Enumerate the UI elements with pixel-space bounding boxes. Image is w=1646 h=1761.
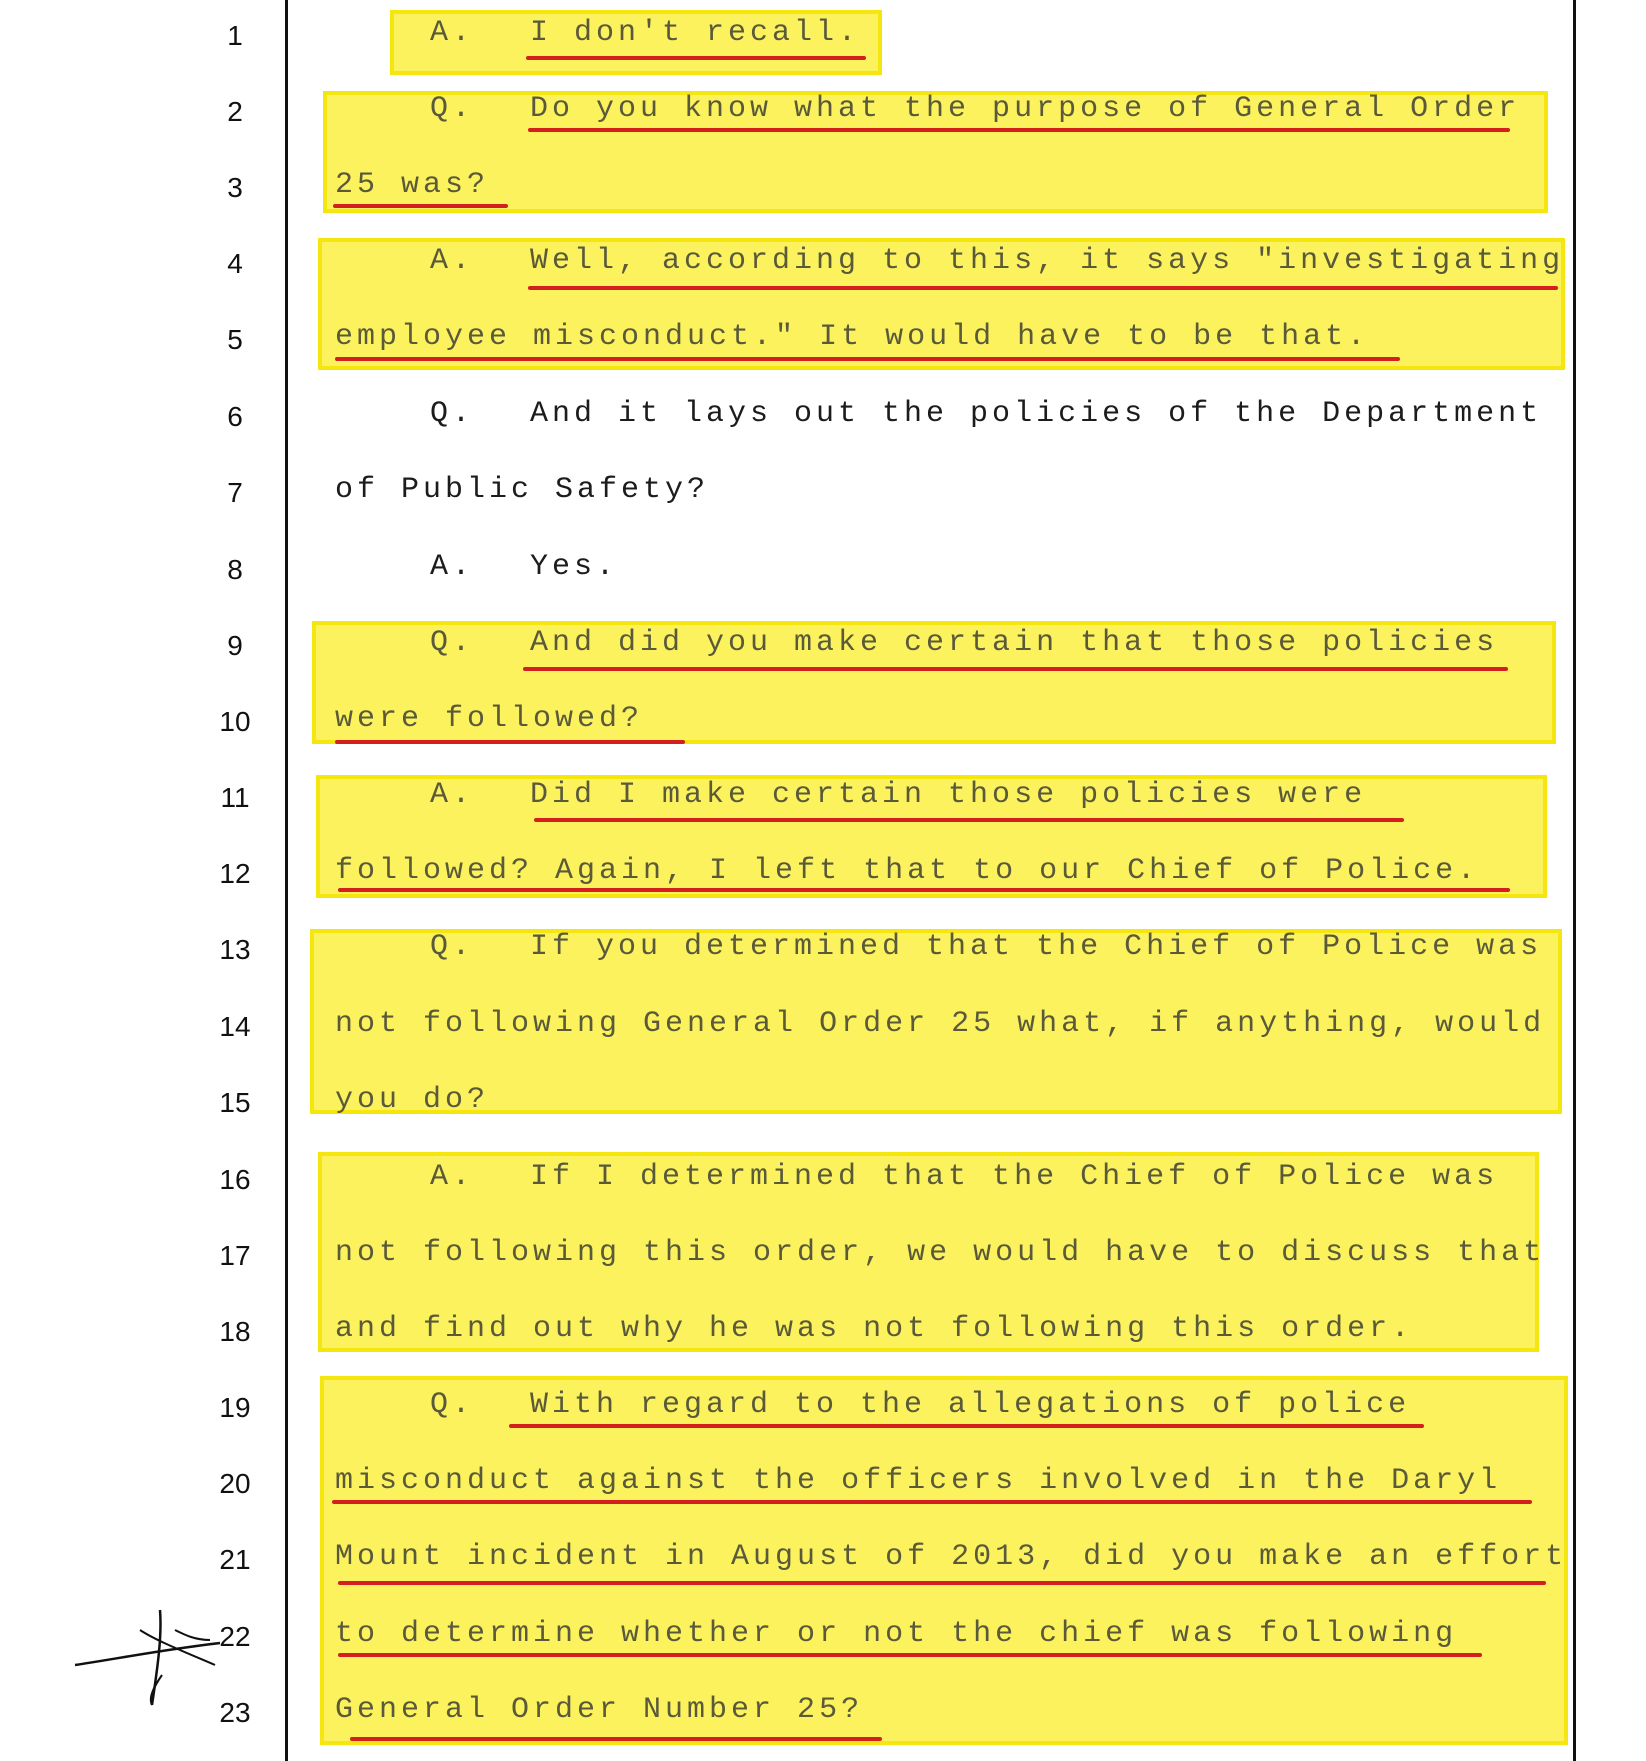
line-number: 14 bbox=[219, 1011, 251, 1042]
line-number: 15 bbox=[219, 1087, 251, 1118]
line-number: 8 bbox=[227, 554, 243, 585]
transcript-line bbox=[335, 1617, 1457, 1651]
line-text: misconduct against the officers involved in the Daryl bbox=[335, 1464, 1502, 1498]
line-number: 9 bbox=[227, 630, 243, 661]
line-text: to determine whether or not the chief was following bbox=[335, 1617, 1458, 1651]
speaker-label: A. bbox=[430, 244, 475, 278]
transcript-line bbox=[335, 1007, 1545, 1041]
line-number: 22 bbox=[219, 1621, 251, 1652]
line-text: 25 was? bbox=[335, 168, 490, 202]
transcript-line bbox=[335, 473, 709, 507]
red-underline bbox=[528, 128, 1510, 132]
transcript-line bbox=[335, 1540, 1567, 1574]
red-underline bbox=[335, 357, 1400, 361]
speaker-label: A. bbox=[430, 1160, 475, 1194]
right-margin-rule bbox=[1573, 0, 1576, 1761]
red-underline bbox=[335, 740, 685, 744]
transcript-line bbox=[335, 702, 643, 736]
transcript-line bbox=[430, 244, 1564, 278]
line-text: you do? bbox=[335, 1083, 490, 1117]
line-number: 10 bbox=[219, 706, 251, 737]
transcript-line bbox=[430, 778, 1366, 812]
red-underline bbox=[338, 1581, 1546, 1585]
speaker-label: Q. bbox=[430, 930, 475, 964]
line-number: 17 bbox=[219, 1240, 251, 1271]
transcript-line bbox=[430, 16, 860, 50]
red-underline bbox=[338, 888, 1510, 892]
handwritten-initials bbox=[70, 1605, 230, 1715]
line-number: 5 bbox=[227, 324, 243, 355]
line-text: Yes. bbox=[530, 550, 619, 584]
transcript-line bbox=[335, 854, 1479, 888]
line-text: were followed? bbox=[335, 702, 644, 736]
left-margin-rule bbox=[285, 0, 288, 1761]
line-text: And did you make certain that those policies bbox=[530, 626, 1499, 660]
speaker-label: Q. bbox=[430, 397, 475, 431]
transcript-line bbox=[430, 930, 1542, 964]
speaker-label: Q. bbox=[430, 1388, 475, 1422]
transcript-line bbox=[335, 1693, 863, 1727]
speaker-label: A. bbox=[430, 778, 475, 812]
line-text: employee misconduct." It would have to be that. bbox=[335, 320, 1370, 354]
speaker-label: A. bbox=[430, 16, 475, 50]
red-underline bbox=[526, 56, 866, 60]
transcript-line bbox=[430, 550, 618, 584]
transcript-line bbox=[430, 92, 1520, 126]
line-number: 13 bbox=[219, 934, 251, 965]
transcript-line bbox=[335, 1464, 1501, 1498]
transcript-line bbox=[335, 168, 489, 202]
line-text: not following this order, we would have to discuss that bbox=[335, 1236, 1546, 1270]
line-number: 12 bbox=[219, 858, 251, 889]
transcript-line bbox=[430, 1388, 1410, 1422]
speaker-label: A. bbox=[430, 550, 475, 584]
line-number: 23 bbox=[219, 1697, 251, 1728]
line-number: 7 bbox=[227, 477, 243, 508]
line-number: 6 bbox=[227, 401, 243, 432]
line-text: If I determined that the Chief of Police was bbox=[530, 1160, 1499, 1194]
line-number: 19 bbox=[219, 1392, 251, 1423]
transcript-line bbox=[335, 1312, 1413, 1346]
red-underline bbox=[333, 204, 508, 208]
speaker-label: Q. bbox=[430, 626, 475, 660]
transcript-line bbox=[335, 320, 1369, 354]
line-text: And it lays out the policies of the Department bbox=[530, 397, 1543, 431]
line-number: 16 bbox=[219, 1164, 251, 1195]
speaker-label: Q. bbox=[430, 92, 475, 126]
transcript-line bbox=[335, 1083, 489, 1117]
red-underline bbox=[534, 818, 1404, 822]
line-text: Do you know what the purpose of General Order bbox=[530, 92, 1521, 126]
line-number: 3 bbox=[227, 172, 243, 203]
line-text: not following General Order 25 what, if anything, would bbox=[335, 1007, 1546, 1041]
red-underline bbox=[338, 1653, 1482, 1657]
line-text: followed? Again, I left that to our Chief of Police. bbox=[335, 854, 1480, 888]
line-number: 4 bbox=[227, 248, 243, 279]
line-number: 18 bbox=[219, 1316, 251, 1347]
line-text: General Order Number 25? bbox=[335, 1693, 864, 1727]
transcript-line bbox=[430, 626, 1498, 660]
line-number: 11 bbox=[220, 782, 250, 813]
line-number: 21 bbox=[219, 1544, 251, 1575]
red-underline bbox=[528, 286, 1558, 290]
transcript-line bbox=[430, 1160, 1498, 1194]
line-number: 20 bbox=[219, 1468, 251, 1499]
line-text: Mount incident in August of 2013, did you make an effort bbox=[335, 1540, 1568, 1574]
line-text: Did I make certain those policies were bbox=[530, 778, 1367, 812]
line-text: With regard to the allegations of police bbox=[530, 1388, 1411, 1422]
line-text: Well, according to this, it says "investigating bbox=[530, 244, 1565, 278]
line-text: If you determined that the Chief of Police was bbox=[530, 930, 1543, 964]
red-underline bbox=[523, 667, 1508, 671]
line-number: 2 bbox=[227, 96, 243, 127]
transcript-line bbox=[335, 1236, 1545, 1270]
red-underline bbox=[509, 1424, 1424, 1428]
transcript-line bbox=[430, 397, 1542, 431]
line-text: of Public Safety? bbox=[335, 473, 710, 507]
line-number: 1 bbox=[227, 20, 243, 51]
line-text: and find out why he was not following this order. bbox=[335, 1312, 1414, 1346]
red-underline bbox=[350, 1737, 882, 1741]
red-underline bbox=[332, 1500, 1532, 1504]
line-text: I don't recall. bbox=[530, 16, 861, 50]
